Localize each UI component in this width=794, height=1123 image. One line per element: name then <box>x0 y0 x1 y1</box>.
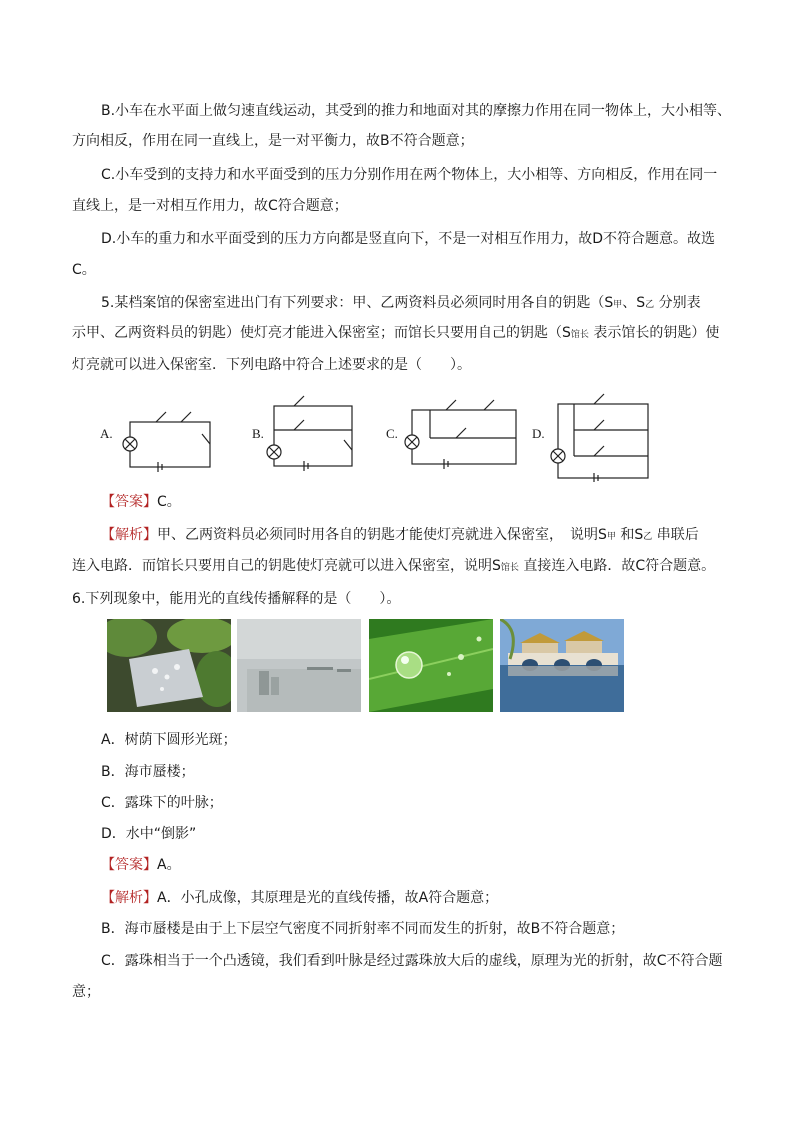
q6-analysis-b: B．海市蜃楼是由于上下层空气密度不同折射率不同而发生的折射，故B不符合题意； <box>101 921 625 937</box>
circuit-diagrams-svg <box>96 382 656 482</box>
q5-analysis-line-2: 连入电路．而馆长只要用自己的钥匙使灯亮就可以进入保密室，说明S馆长 直接连入电路．故C符合题意。 <box>72 558 716 574</box>
circuit-label-b: B. <box>252 426 264 441</box>
q6-analysis-c-line-2: 意； <box>72 984 100 1000</box>
q5-stem-line-2: 示甲、乙两资料员的钥匙）使灯亮才能进入保密室；而馆长只要用自己的钥匙（S馆长 表示馆长的钥匙）使 <box>72 325 720 341</box>
circuit-label-c: C. <box>386 426 398 441</box>
option-b-line-1: B.小车在水平面上做匀速直线运动，其受到的推力和地面对其的摩擦力作用在同一物体上，大小相等、 <box>101 103 732 119</box>
q6-option-b: B．海市蜃楼； <box>101 764 195 780</box>
circuit-label-d: D. <box>532 426 545 441</box>
option-c-line-1: C.小车受到的支持力和水平面受到的压力分别作用在两个物体上，大小相等、方向相反，作用在同一 <box>101 167 718 183</box>
option-d-line-1: D.小车的重力和水平面受到的压力方向都是竖直向下，不是一对相互作用力，故D不符合题意。故选 <box>101 231 716 247</box>
photo-mirage <box>237 619 361 712</box>
q5-analysis-line-1: 【解析】甲、乙两资料员必须同时用各自的钥匙才能使灯亮就进入保密室， 说明S甲 和S乙 串联后 <box>101 527 699 543</box>
q5-answer: 【答案】C。 <box>101 494 181 510</box>
q6-stem: 6.下列现象中，能用光的直线传播解释的是（ ）。 <box>72 591 401 607</box>
circuit-label-a: A. <box>100 426 113 441</box>
photo-water-reflection <box>500 619 624 712</box>
circuit-diagrams <box>96 382 656 482</box>
option-d-line-2: C。 <box>72 262 96 278</box>
q5-stem-line-3: 灯亮就可以进入保密室．下列电路中符合上述要求的是（ ）。 <box>72 357 471 373</box>
option-c-line-2: 直线上，是一对相互作用力，故C符合题意； <box>72 198 348 214</box>
q5-stem-line-1: 5.某档案馆的保密室进出门有下列要求：甲、乙两资料员必须同时用各自的钥匙（S甲、S乙 分别表 <box>101 295 701 311</box>
photo-leaf-shadow-spots <box>107 619 231 712</box>
q6-option-c: C．露珠下的叶脉； <box>101 795 223 811</box>
q6-analysis-a: 【解析】A．小孔成像，其原理是光的直线传播，故A符合题意； <box>101 890 499 906</box>
q6-answer: 【答案】A。 <box>101 857 181 873</box>
q6-analysis-c-line-1: C．露珠相当于一个凸透镜，我们看到叶脉是经过露珠放大后的虚线，原理为光的折射，故C不符合题 <box>101 953 723 969</box>
option-b-line-2: 方向相反，作用在同一直线上，是一对平衡力，故B不符合题意； <box>72 133 474 149</box>
q6-option-d: D．水中“倒影” <box>101 826 197 842</box>
photo-dewdrop-leaf <box>369 619 493 712</box>
q6-option-a: A．树荫下圆形光斑； <box>101 732 237 748</box>
